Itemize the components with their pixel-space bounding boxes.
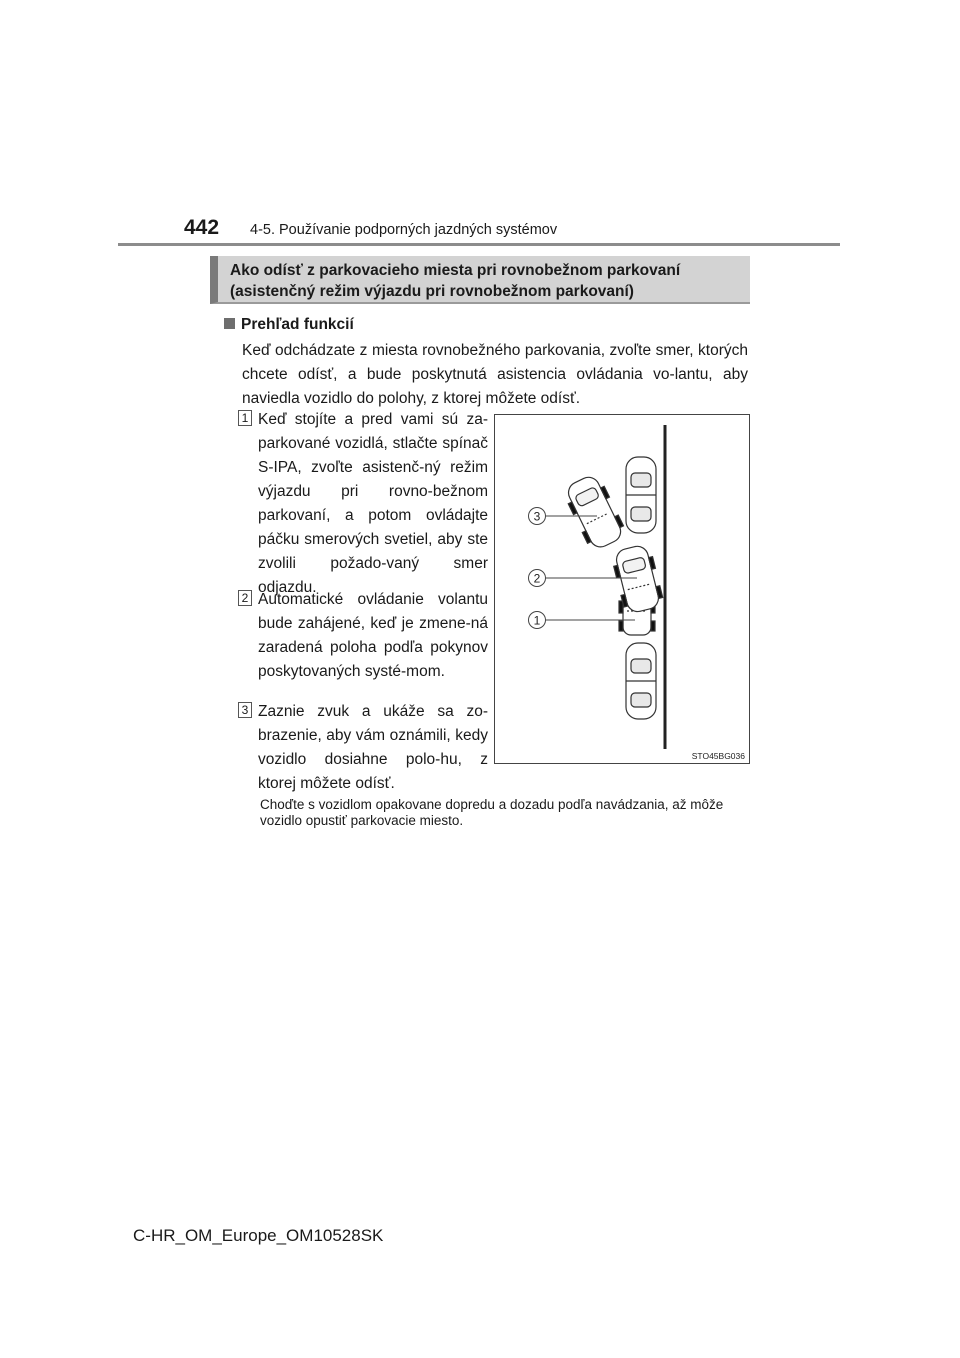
section-title-line1: Ako odísť z parkovacieho miesta pri rovnobežnom parkovaní	[230, 262, 681, 279]
step-number-badge: 2	[238, 590, 252, 606]
figure-code: STO45BG036	[691, 751, 745, 761]
footer-document-id: C-HR_OM_Europe_OM10528SK	[133, 1226, 384, 1245]
callout-2-label: 2	[533, 571, 541, 586]
step-number-badge: 3	[238, 702, 252, 718]
parked-car-front-icon	[626, 457, 656, 533]
chapter-title: 4-5. Používanie podporných jazdných systémov	[250, 222, 558, 238]
step-text: Zaznie zvuk a ukáže sa zo-brazenie, aby vám oznámili, kedy vozidlo dosiahne polo-hu, z ktorej môžete odísť.	[258, 703, 488, 792]
parking-diagram	[495, 415, 751, 765]
bullet-square-icon	[224, 318, 235, 329]
header-rule	[118, 243, 840, 246]
callout-1-marker	[529, 612, 546, 629]
step-2	[238, 588, 488, 700]
section-title-line2: (asistenčný režim výjazdu pri rovnobežnom parkovaní)	[230, 283, 634, 300]
page-number: 442	[184, 216, 220, 239]
callout-3-marker	[529, 508, 546, 525]
step-3	[238, 700, 488, 796]
parked-car-rear-icon	[626, 643, 656, 719]
overview-paragraph: Keď odchádzate z miesta rovnobežného parkovania, zvoľte smer, ktorých chcete odísť, a bude poskytnutá asistencia ovládania vo-lantu, aby naviedla vozidlo do polohy, z ktorej môžete odísť.	[242, 342, 748, 407]
step-1	[238, 408, 488, 596]
step-text: Keď stojíte a pred vami sú za-parkované vozidlá, stlačte spínač S-IPA, zvoľte asistenč-ný režim výjazdu pri rovno-bežnom parkovaní, a potom ovládajte páčku smerových svetiel, aby ste zvolili požado-vaný smer odjazdu.	[258, 411, 488, 596]
step-text: Automatické ovládanie volantu bude zahájené, keď je zmene-ná zaradená poloha podľa pokynov poskytovaných systé-mom.	[258, 591, 488, 680]
overview-heading-text: Prehľad funkcií	[241, 316, 354, 333]
parking-exit-illustration	[494, 414, 750, 764]
section-heading-box	[210, 256, 750, 304]
callout-1-label: 1	[533, 613, 541, 628]
overview-heading	[224, 316, 354, 334]
ego-car-position-3-icon	[561, 472, 628, 552]
note-text: Choďte s vozidlom opakovane dopredu a dozadu podľa navádzania, až môže vozidlo opustiť parkovacie miesto.	[260, 797, 724, 828]
callout-3-label: 3	[533, 509, 541, 524]
step-number-badge: 1	[238, 410, 252, 426]
callout-2-marker	[529, 570, 546, 587]
